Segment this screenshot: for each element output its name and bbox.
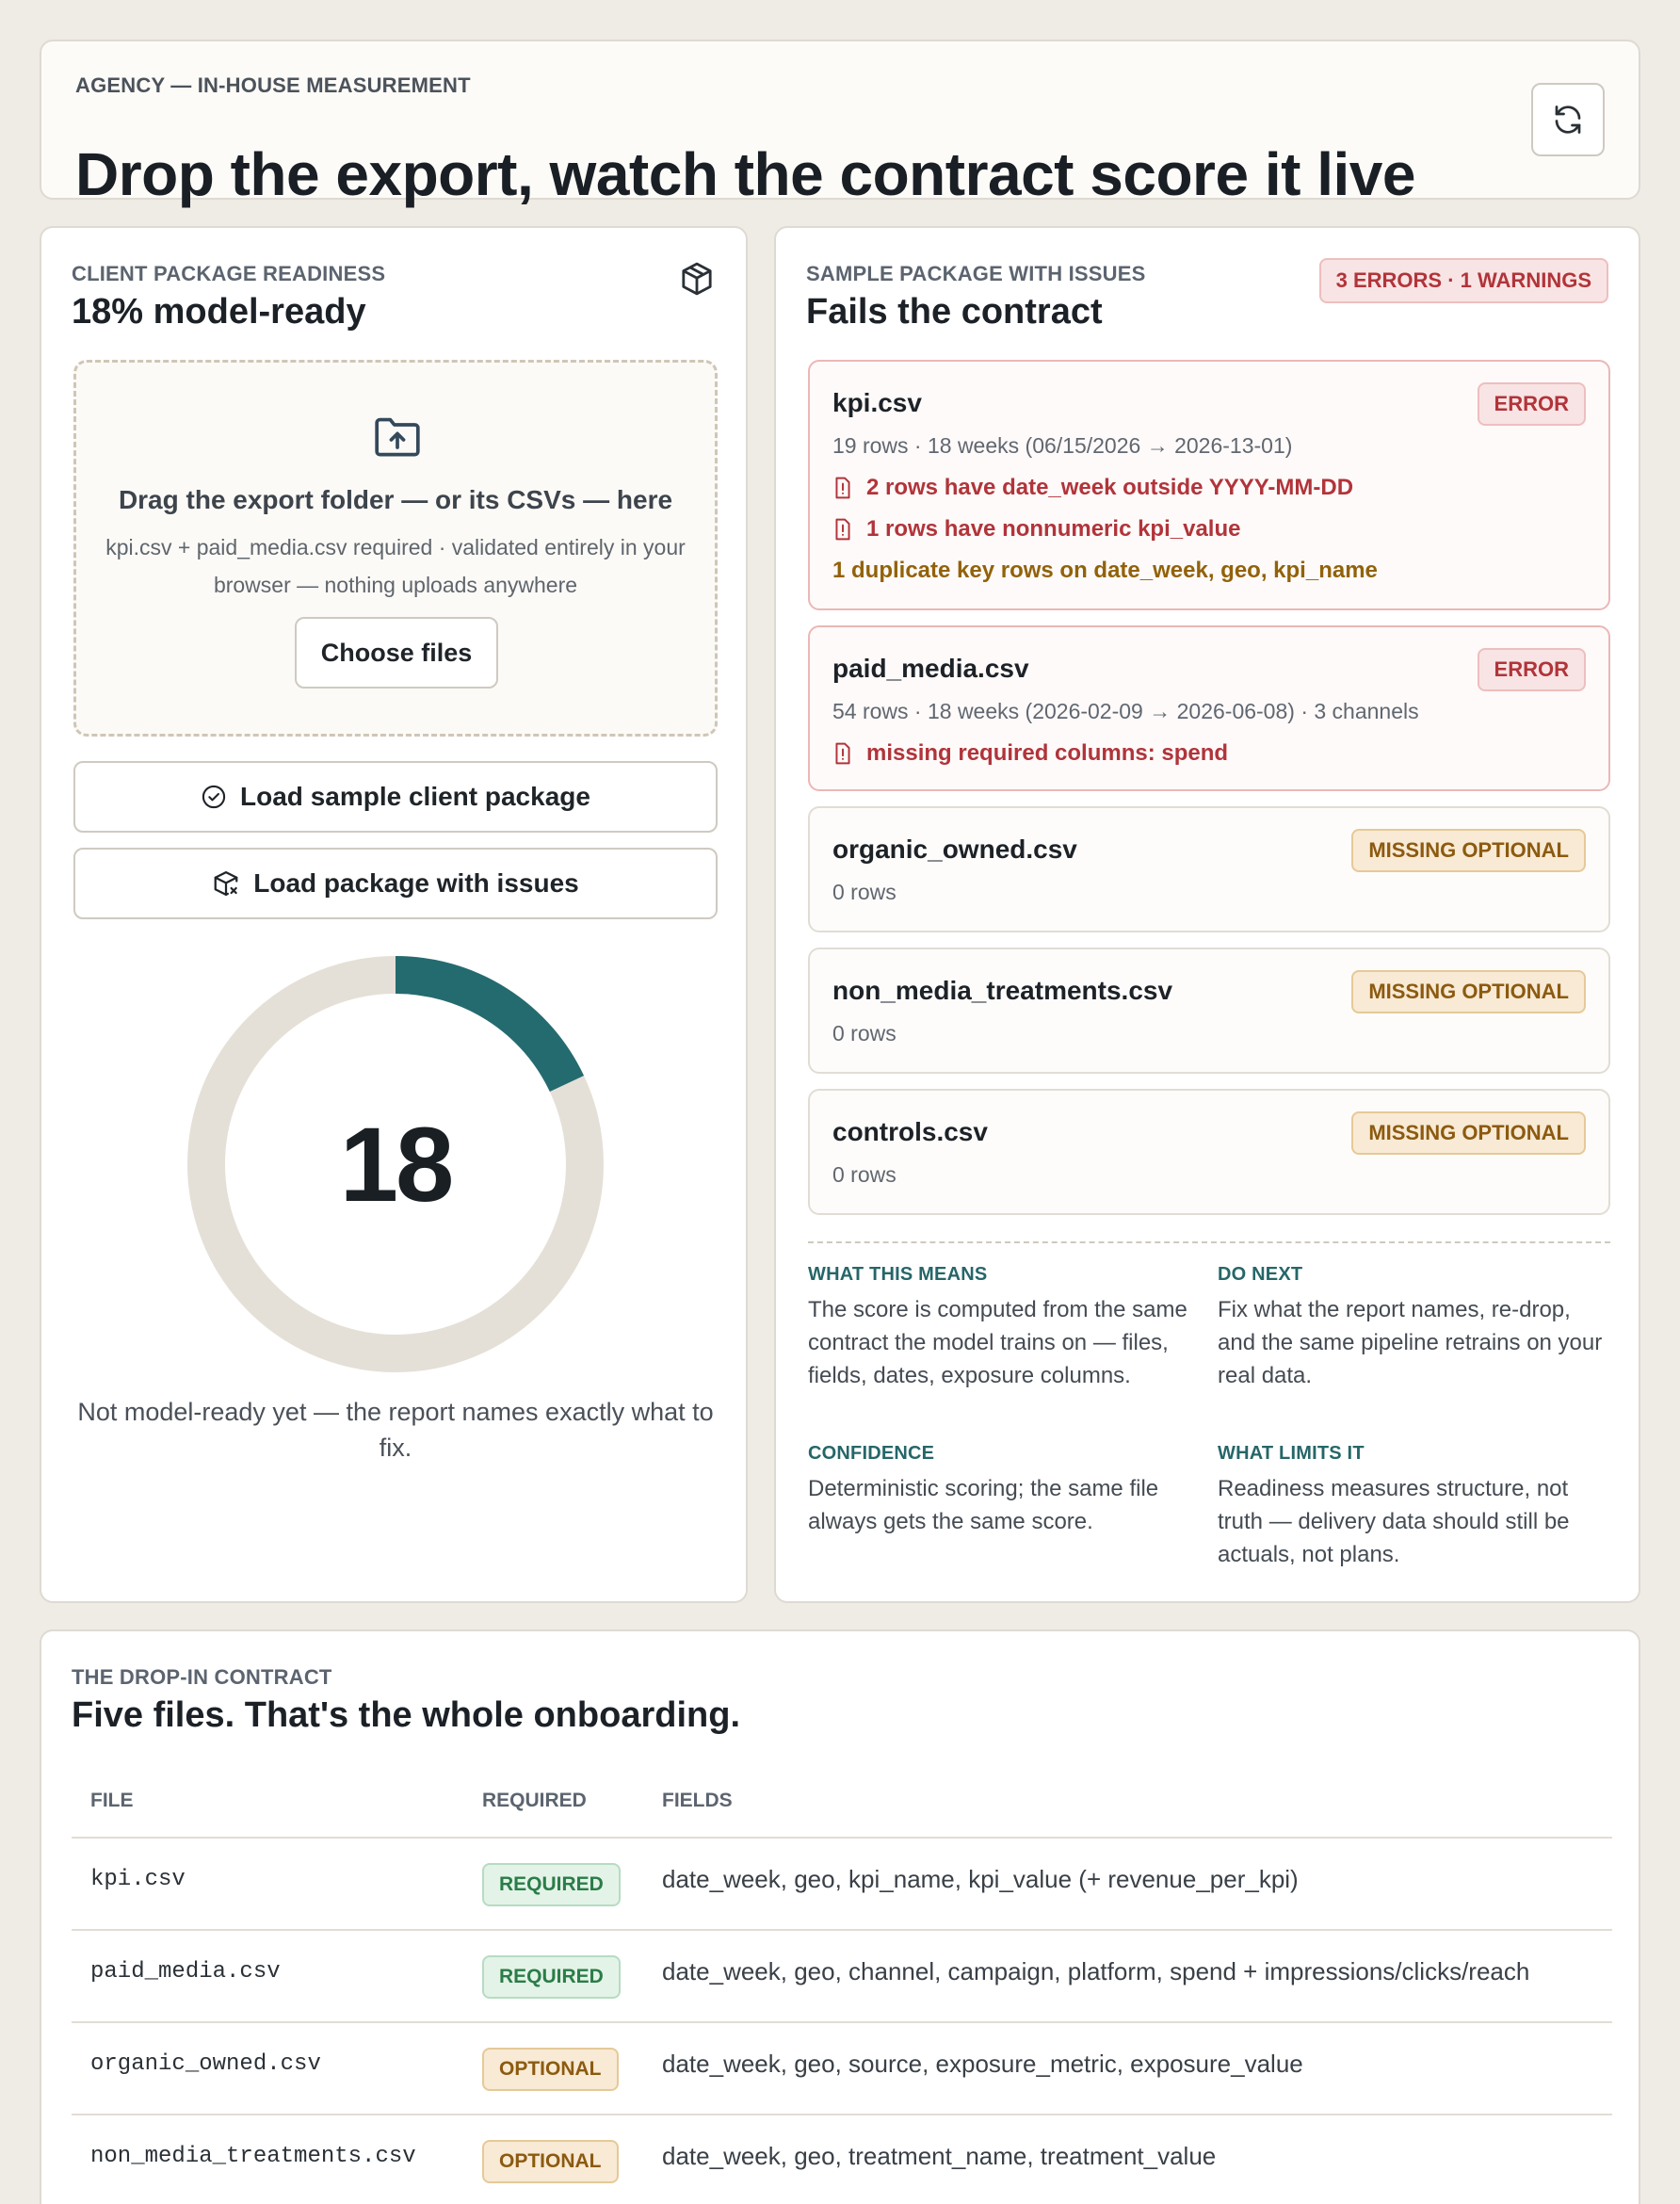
readiness-score: 18 xyxy=(339,1105,452,1224)
contract-panel xyxy=(40,1629,1640,2204)
folder-upload-icon xyxy=(372,413,423,459)
table-row xyxy=(72,2021,1612,2114)
page-title: Drop the export, watch the contract score it live xyxy=(75,140,1415,208)
row-file: kpi.csv xyxy=(90,1867,186,1892)
optional-pill: OPTIONAL xyxy=(482,2140,619,2183)
issue-item xyxy=(832,740,1228,767)
required-pill: REQUIRED xyxy=(482,1955,621,1999)
column-header-fields: FIELDS xyxy=(662,1790,733,1811)
contract-eyebrow: THE DROP-IN CONTRACT xyxy=(72,1665,332,1689)
drop-zone-title: Drag the export folder — or its CSVs — here xyxy=(118,485,673,514)
row-fields: date_week, geo, kpi_name, kpi_value (+ revenue_per_kpi) xyxy=(662,1865,1299,1893)
drop-zone-subtitle: kpi.csv + paid_media.csv required · validated entirely in your browser — nothing uploads anywhere xyxy=(105,535,686,597)
explain-text: Deterministic scoring; the same file always gets the same score. xyxy=(808,1476,1159,1534)
load-sample-label: Load sample client package xyxy=(240,782,590,811)
alert-icon xyxy=(832,742,853,765)
package-icon xyxy=(678,260,716,298)
explain-label: CONFIDENCE xyxy=(808,1443,935,1464)
missing-optional-tag: MISSING OPTIONAL xyxy=(1351,1111,1586,1155)
file-card-organic-owned xyxy=(808,806,1610,932)
what-this-means xyxy=(808,1264,1194,1392)
report-eyebrow: SAMPLE PACKAGE WITH ISSUES xyxy=(806,262,1146,285)
explain-text: The score is computed from the same contract the model trains on — files, fields, dates, exposure columns. xyxy=(808,1297,1187,1388)
row-file: paid_media.csv xyxy=(90,1959,281,1985)
alert-icon xyxy=(832,518,853,541)
file-name: organic_owned.csv xyxy=(832,835,1077,864)
readiness-verdict: Not model-ready yet — the report names exactly what to fix. xyxy=(77,1398,714,1462)
row-fields: date_week, geo, treatment_name, treatment_value xyxy=(662,2142,1217,2170)
file-card-paid-media xyxy=(808,625,1610,791)
explain-text: Readiness measures structure, not truth — delivery data should still be actuals, not plans. xyxy=(1218,1476,1570,1567)
readiness-title: 18% model-ready xyxy=(72,292,366,332)
error-tag: ERROR xyxy=(1478,382,1586,426)
check-circle-icon xyxy=(201,784,227,810)
required-pill: REQUIRED xyxy=(482,1863,621,1906)
readiness-eyebrow: CLIENT PACKAGE READINESS xyxy=(72,262,386,285)
file-meta: 54 rows · 18 weeks (2026-02-09 → 2026-06-08) · 3 channels xyxy=(832,699,1419,723)
explain-label: DO NEXT xyxy=(1218,1264,1303,1285)
explain-label: WHAT LIMITS IT xyxy=(1218,1443,1365,1464)
issue-text: missing required columns: spend xyxy=(866,740,1229,766)
issue-item xyxy=(832,516,1240,543)
file-meta: 19 rows · 18 weeks (06/15/2026 → 2026-13-01) xyxy=(832,433,1293,458)
explain-label: WHAT THIS MEANS xyxy=(808,1264,988,1285)
file-meta: 0 rows xyxy=(832,1021,897,1045)
warning-item xyxy=(832,558,1378,584)
warning-text: 1 duplicate key rows on date_week, geo, kpi_name xyxy=(832,558,1378,583)
row-file: non_media_treatments.csv xyxy=(90,2144,416,2169)
confidence xyxy=(808,1443,1194,1538)
drop-zone[interactable] xyxy=(73,360,718,737)
refresh-button[interactable] xyxy=(1531,83,1605,156)
report-panel xyxy=(774,226,1640,1603)
file-name: controls.csv xyxy=(832,1117,988,1146)
row-file: organic_owned.csv xyxy=(90,2051,321,2077)
issue-count-badge: 3 ERRORS · 1 WARNINGS xyxy=(1319,258,1608,303)
header-eyebrow: AGENCY — IN-HOUSE MEASUREMENT xyxy=(75,73,471,97)
load-issues-button[interactable] xyxy=(73,848,718,919)
package-x-icon xyxy=(212,869,240,898)
refresh-icon xyxy=(1551,103,1585,137)
file-name: kpi.csv xyxy=(832,388,922,417)
issue-text: 1 rows have nonnumeric kpi_value xyxy=(866,516,1241,542)
file-meta: 0 rows xyxy=(832,1162,897,1187)
table-row xyxy=(72,1837,1612,1929)
missing-optional-tag: MISSING OPTIONAL xyxy=(1351,970,1586,1013)
file-name: non_media_treatments.csv xyxy=(832,976,1173,1005)
alert-icon xyxy=(832,477,853,499)
report-title: Fails the contract xyxy=(806,292,1103,332)
contract-title: Five files. That's the whole onboarding. xyxy=(72,1695,740,1735)
header-card xyxy=(40,40,1640,208)
file-name: paid_media.csv xyxy=(832,654,1029,683)
column-header-file: FILE xyxy=(90,1790,134,1811)
load-issues-label: Load package with issues xyxy=(253,868,579,898)
issue-item xyxy=(832,475,1353,501)
missing-optional-tag: MISSING OPTIONAL xyxy=(1351,829,1586,872)
choose-files-button[interactable]: Choose files xyxy=(295,617,498,689)
error-tag: ERROR xyxy=(1478,648,1586,691)
file-meta: 0 rows xyxy=(832,880,897,904)
explain-text: Fix what the report names, re-drop, and the same pipeline retrains on your real data. xyxy=(1218,1297,1603,1388)
section-divider xyxy=(808,1241,1610,1243)
file-card-non-media-treatments xyxy=(808,948,1610,1074)
what-limits-it xyxy=(1218,1443,1604,1571)
do-next xyxy=(1218,1264,1604,1392)
row-fields: date_week, geo, source, exposure_metric, exposure_value xyxy=(662,2050,1303,2078)
issue-text: 2 rows have date_week outside YYYY-MM-DD xyxy=(866,475,1354,500)
optional-pill: OPTIONAL xyxy=(482,2048,619,2091)
readiness-panel xyxy=(40,226,748,1603)
table-row xyxy=(72,1929,1612,2021)
file-card-controls xyxy=(808,1089,1610,1215)
column-header-required: REQUIRED xyxy=(482,1790,587,1811)
file-card-kpi xyxy=(808,360,1610,610)
load-sample-button[interactable] xyxy=(73,761,718,833)
table-row xyxy=(72,2114,1612,2204)
row-fields: date_week, geo, channel, campaign, platform, spend + impressions/clicks/reach xyxy=(662,1957,1530,1985)
